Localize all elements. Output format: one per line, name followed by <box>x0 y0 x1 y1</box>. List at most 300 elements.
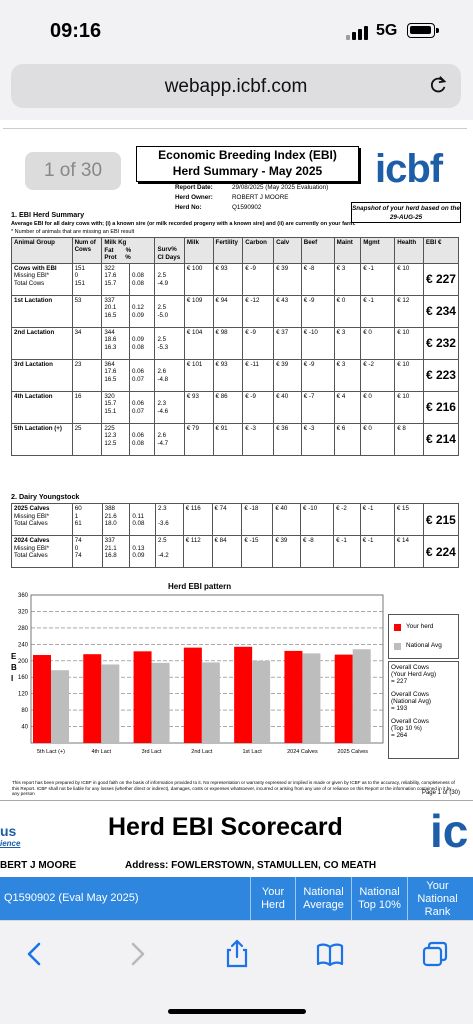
maint-cell <box>334 327 361 359</box>
health-value: € 10 <box>397 328 410 336</box>
kg-value: 16.5 <box>104 311 117 319</box>
group-cell <box>12 359 73 391</box>
pct-value <box>132 537 153 545</box>
milk-cell <box>183 504 212 536</box>
pct-value: 0.11 <box>132 512 144 520</box>
surv-value <box>158 545 181 553</box>
num-value: 53 <box>74 296 82 304</box>
group-sub2 <box>14 312 70 320</box>
bar-national-avg <box>353 649 371 743</box>
health-cell <box>395 359 424 391</box>
y-axis-label: E <box>11 652 17 661</box>
col-national-average: National Average <box>295 877 351 921</box>
surv-value: -3.6 <box>157 520 169 527</box>
header-health: Health <box>395 238 424 264</box>
num-value: 23 <box>74 360 82 368</box>
forward-icon[interactable] <box>122 939 152 969</box>
group-name: 4th Lactation <box>14 392 53 400</box>
maint-cell <box>334 536 361 568</box>
health-cell <box>394 536 423 568</box>
ebi-value: € 216 <box>425 400 456 414</box>
carbon-cell <box>242 504 273 536</box>
group-cell <box>12 295 73 327</box>
calv-cell <box>274 423 302 455</box>
health-cell <box>394 504 423 536</box>
header-milk: Milk <box>184 238 213 264</box>
legend-your-herd: Your herd <box>406 623 434 630</box>
kg-cell <box>102 504 130 536</box>
carbon-value: € -11 <box>245 360 259 368</box>
beef-value: € -10 <box>303 505 318 512</box>
ebi-value: € 227 <box>425 272 456 286</box>
maint-value: € 3 <box>336 328 346 336</box>
reload-icon[interactable] <box>427 74 449 96</box>
status-bar <box>0 0 473 60</box>
ebi-cell <box>423 327 458 359</box>
calv-value: € 39 <box>276 360 289 368</box>
maint-value: € 3 <box>336 360 346 368</box>
surv-value <box>157 393 181 401</box>
table-row <box>12 391 459 423</box>
pct-cell <box>129 359 155 391</box>
ebi-cell <box>423 423 458 455</box>
num-value: 74 <box>74 537 82 544</box>
group-sub1: Missing EBI* <box>14 512 50 520</box>
ebi-cell <box>423 391 458 423</box>
pct-cell <box>129 263 155 295</box>
group-sub1: Missing EBI* <box>14 272 50 279</box>
kg-value: 320 <box>104 392 115 400</box>
legend-swatch-national <box>394 643 401 650</box>
calv-value: € 43 <box>276 296 289 304</box>
maint-value: € 0 <box>336 296 346 304</box>
num-value: 16 <box>74 392 82 400</box>
bar-national-avg <box>101 664 119 743</box>
header-calv: Calv <box>274 238 302 264</box>
carbon-value: € -9 <box>245 328 256 336</box>
bar-your-herd <box>83 654 101 743</box>
header-pct2-label: % <box>125 254 131 261</box>
overall-summary <box>388 661 459 759</box>
y-tick-label: 40 <box>21 724 28 731</box>
summary-l5: (National Avg) <box>391 698 432 705</box>
summary-l8: (Top 10 %) <box>391 725 422 732</box>
bar-national-avg <box>302 653 320 743</box>
beef-value: € -8 <box>303 537 314 544</box>
milk-cell <box>184 391 213 423</box>
mgmt-cell <box>360 536 394 568</box>
beef-cell <box>301 327 334 359</box>
summary-l2: (Your Herd Avg) <box>391 671 437 678</box>
calv-cell <box>274 295 302 327</box>
surv-cell <box>155 391 184 423</box>
header-milk-kg-label: Milk Kg <box>104 239 127 246</box>
surv-value: 2.5 <box>157 272 167 279</box>
calv-cell <box>274 391 302 423</box>
table-row <box>12 263 459 295</box>
beef-cell <box>301 359 334 391</box>
kg-value: 388 <box>104 505 115 512</box>
milk-value: € 112 <box>185 537 201 544</box>
kg-value: 16.5 <box>104 375 117 383</box>
health-cell <box>395 295 424 327</box>
header-fat-label: Fat <box>104 246 114 254</box>
url-text[interactable]: webapp.icbf.com <box>164 76 308 97</box>
maint-value: € 4 <box>336 392 346 400</box>
surv-value: -4.2 <box>157 552 169 559</box>
num-cell <box>72 327 102 359</box>
ebi-cell <box>423 295 458 327</box>
ebi-cell <box>423 536 458 568</box>
bar-national-avg <box>252 661 270 743</box>
num-value <box>75 336 100 344</box>
mgmt-value: € -1 <box>362 537 374 544</box>
address-bar[interactable] <box>11 64 461 108</box>
kg-value: 16.8 <box>104 552 117 559</box>
y-axis-label: I <box>11 674 14 683</box>
document-viewer[interactable] <box>0 120 473 800</box>
carbon-value: € -9 <box>245 392 256 400</box>
mgmt-cell <box>361 327 395 359</box>
fertility-cell <box>213 423 243 455</box>
kg-cell <box>102 423 130 455</box>
section-youngstock: 2. Dairy Youngstock <box>11 492 80 501</box>
y-axis-label: B <box>11 663 17 672</box>
group-name: Cows with EBI <box>14 264 57 272</box>
num-value: 60 <box>74 505 82 512</box>
surv-value: -4.6 <box>157 407 169 415</box>
kg-value: 344 <box>104 328 115 336</box>
num-value: 1 <box>74 512 79 520</box>
herd-owner: ROBERT J MOORE <box>232 194 289 201</box>
ebi-cell <box>423 263 458 295</box>
pct-value: 0.13 <box>132 544 145 552</box>
carbon-cell <box>243 263 274 295</box>
health-cell <box>395 391 424 423</box>
kg-value: 15.7 <box>104 400 117 407</box>
footer-page: Page 1 of (30) <box>421 790 460 796</box>
y-tick-label: 360 <box>17 593 28 599</box>
surv-value <box>158 513 181 521</box>
beef-value: € -9 <box>303 296 315 304</box>
pct-value <box>132 505 153 513</box>
num-value: 0 <box>74 272 79 279</box>
beef-cell <box>301 295 334 327</box>
num-value <box>75 368 100 376</box>
icbf-logo: icbf <box>375 147 443 191</box>
num-cell <box>72 391 102 423</box>
kg-value: 21.1 <box>104 544 117 552</box>
x-tick-label: 3rd Lact <box>141 749 162 755</box>
group-sub1 <box>14 304 70 312</box>
scorecard-header-row <box>0 877 473 921</box>
table-row <box>12 504 459 536</box>
kg-value: 322 <box>104 264 115 272</box>
mgmt-cell <box>361 263 395 295</box>
summary-l3: = 227 <box>391 678 408 685</box>
num-value <box>75 408 100 416</box>
group-sub2: Total Cows <box>14 279 45 287</box>
beef-cell <box>301 391 334 423</box>
ebi-value: € 224 <box>425 544 456 559</box>
ebi-value: € 214 <box>425 432 456 446</box>
surv-value: 2.5 <box>157 304 167 311</box>
group-cell <box>12 391 73 423</box>
group-sub1: Missing EBI* <box>14 544 50 552</box>
surv-value <box>157 265 181 273</box>
x-tick-label: 5th Lact (+) <box>37 749 65 755</box>
network-label: 5G <box>376 22 398 39</box>
carbon-value: € -9 <box>245 264 256 272</box>
surv-value: 2.3 <box>157 505 167 512</box>
kg-value: 15.7 <box>104 279 117 287</box>
mgmt-value: € -1 <box>363 296 374 304</box>
kg-value: 17.6 <box>104 272 117 279</box>
browser-header <box>0 60 473 120</box>
herd-no: Q1590902 <box>232 204 262 211</box>
milk-value: € 93 <box>186 392 199 400</box>
bar-your-herd <box>134 651 152 743</box>
bar-your-herd <box>184 648 202 743</box>
signal-icon <box>346 26 370 40</box>
mgmt-cell <box>361 423 395 455</box>
num-value: 151 <box>74 279 85 287</box>
maint-cell <box>334 263 361 295</box>
kg-value: 337 <box>104 296 115 304</box>
pct-value: 0.08 <box>131 279 144 287</box>
surv-value: -4.8 <box>157 375 169 383</box>
disclaimer <box>12 780 460 797</box>
legend-national: National Avg <box>406 642 442 649</box>
health-value: € 8 <box>397 424 406 432</box>
milk-cell <box>184 263 213 295</box>
report-page <box>3 128 467 798</box>
maint-cell <box>334 504 361 536</box>
health-value: € 10 <box>397 264 410 272</box>
surv-value: 2.5 <box>157 537 167 544</box>
y-tick-label: 200 <box>17 658 28 665</box>
scorecard-left-logo-sub: ience <box>0 839 21 848</box>
table-row <box>12 327 459 359</box>
col-your-herd: Your Herd <box>250 877 295 921</box>
y-tick-label: 120 <box>17 691 28 698</box>
x-tick-label: 2nd Lact <box>191 749 213 755</box>
health-value: € 10 <box>397 360 410 368</box>
surv-value: -5.0 <box>157 311 169 319</box>
pct-value <box>132 265 153 273</box>
num-value: 61 <box>74 520 82 527</box>
mgmt-value: € -2 <box>363 360 374 368</box>
missing-note: * Number of animals that are missing an EBI result <box>11 229 135 235</box>
bar-national-avg <box>202 662 220 743</box>
summary-l9: = 264 <box>391 732 408 739</box>
carbon-value: € -3 <box>245 424 256 432</box>
x-tick-label: 4th Lact <box>91 749 112 755</box>
mgmt-value: € -1 <box>363 264 374 272</box>
col-national-top: National Top 10% <box>351 877 407 921</box>
milk-value: € 100 <box>186 264 203 272</box>
milk-value: € 104 <box>186 328 203 336</box>
beef-value: € -7 <box>303 392 315 400</box>
carbon-cell <box>243 359 274 391</box>
group-sub1 <box>14 336 70 344</box>
surv-value: -4.9 <box>157 279 169 287</box>
calv-value: € 37 <box>276 328 289 336</box>
milk-cell <box>184 327 213 359</box>
y-tick-label: 280 <box>17 625 28 632</box>
mgmt-value: € 0 <box>363 328 372 336</box>
pct-value <box>132 393 153 401</box>
group-sub1 <box>14 432 70 440</box>
milk-value: € 101 <box>186 360 203 368</box>
surv-value: 2.6 <box>157 368 167 375</box>
calv-cell <box>274 327 302 359</box>
summary-l4: Overall Cows <box>391 691 429 698</box>
num-cell <box>72 536 102 568</box>
fertility-value: € 86 <box>215 392 228 400</box>
header-prot-label: Prot <box>104 254 117 261</box>
kg-value: 20.1 <box>104 304 117 311</box>
summary-l6: = 193 <box>391 705 408 712</box>
calv-value: € 36 <box>276 424 289 432</box>
calv-value: € 40 <box>276 392 289 400</box>
pct-value: 0.08 <box>131 439 144 447</box>
carbon-value: € -18 <box>244 505 259 512</box>
group-sub2: Total Calves <box>14 552 48 559</box>
fertility-cell <box>213 359 243 391</box>
group-cell <box>12 423 73 455</box>
health-cell <box>395 423 424 455</box>
scorecard-title: Herd EBI Scorecard <box>108 813 343 841</box>
kg-value: 337 <box>104 537 115 544</box>
summary-l7: Overall Cows <box>391 718 429 725</box>
clock: 09:16 <box>50 20 102 42</box>
disclaimer-text: This report has been prepared by ICBF in good faith on the basis of information provided to it. No representation or warranty expressed or implied is made or given by ICBF as to the accuracy, reliability, completeness of this Report. ICBF shall not be liable for any losses (whether direct or indirect), damages, costs or expenses whatsoever, incurred or arising from any use of or reliance on this Report or the information contained in it by any person <box>12 780 455 796</box>
maint-cell <box>334 295 361 327</box>
ebi-value: € 234 <box>425 304 456 318</box>
num-value <box>75 312 100 320</box>
home-indicator <box>168 1009 306 1014</box>
surv-cell <box>155 504 183 536</box>
group-name: 3rd Lactation <box>14 360 53 368</box>
pct-cell <box>130 536 156 568</box>
group-sub2 <box>14 376 70 384</box>
kg-cell <box>102 327 130 359</box>
table-row <box>12 295 459 327</box>
maint-value: € 6 <box>336 424 346 432</box>
num-value: 34 <box>74 328 82 336</box>
table-row <box>12 536 459 568</box>
legend-swatch-your-herd <box>394 624 401 631</box>
num-cell <box>72 263 102 295</box>
carbon-cell <box>243 391 274 423</box>
x-tick-label: 1st Lact <box>242 749 262 755</box>
average-note: Average EBI for all dairy cows with; (i) a known sire (or milk recorded progeny with a known sire) and (ii) are currently on your farm. <box>11 221 356 227</box>
beef-cell <box>301 423 334 455</box>
group-cell <box>12 536 73 568</box>
fertility-cell <box>213 327 243 359</box>
battery-icon <box>407 23 435 38</box>
carbon-cell <box>243 423 274 455</box>
back-icon[interactable] <box>20 939 50 969</box>
share-icon[interactable] <box>222 939 252 969</box>
tabs-icon[interactable] <box>420 939 450 969</box>
beef-cell <box>301 536 334 568</box>
pct-value: 0.07 <box>131 375 144 383</box>
num-value <box>75 344 100 352</box>
scorecard-herd-eval: Q1590902 (Eval May 2025) <box>4 892 139 904</box>
maint-value: € -1 <box>336 537 347 544</box>
bookmarks-icon[interactable] <box>315 939 345 969</box>
surv-cell <box>155 295 184 327</box>
fertility-value: € 98 <box>215 328 228 336</box>
herd-summary-table <box>11 237 459 456</box>
ebi-value: € 223 <box>425 368 456 382</box>
health-value: € 15 <box>396 505 409 512</box>
kg-value: 15.1 <box>104 407 117 415</box>
youngstock-table <box>11 503 459 568</box>
kg-value: 364 <box>104 360 115 368</box>
calv-cell <box>274 263 302 295</box>
maint-cell <box>334 391 361 423</box>
group-name: 2024 Calves <box>14 537 50 544</box>
milk-value: € 116 <box>185 505 201 512</box>
maint-cell <box>334 423 361 455</box>
surv-value: 2.5 <box>157 336 167 343</box>
pct-value: 0.06 <box>131 368 144 375</box>
pct-value: 0.12 <box>131 304 144 311</box>
beef-value: € -3 <box>303 424 315 432</box>
scorecard-owner: BERT J MOORE <box>0 860 77 871</box>
surv-value <box>157 425 181 433</box>
ebi-cell <box>423 359 458 391</box>
header-num: Num of Cows <box>72 238 102 264</box>
carbon-cell <box>243 295 274 327</box>
mgmt-cell <box>361 295 395 327</box>
calv-cell <box>273 504 301 536</box>
header-maint: Maint <box>334 238 361 264</box>
num-value: 74 <box>74 552 82 559</box>
mgmt-value: € 0 <box>363 424 372 432</box>
calv-value: € 39 <box>276 264 289 272</box>
ebi-value: € 215 <box>425 512 456 527</box>
section-herd-summary: 1. EBI Herd Summary <box>11 210 85 219</box>
summary-l1: Overall Cows <box>391 664 429 671</box>
beef-cell <box>301 263 334 295</box>
fertility-value: € 93 <box>215 264 228 272</box>
pct-value <box>132 425 153 433</box>
maint-cell <box>334 359 361 391</box>
mgmt-cell <box>361 359 395 391</box>
kg-value: 17.6 <box>104 368 117 375</box>
carbon-cell <box>242 536 273 568</box>
kg-cell <box>102 536 130 568</box>
pct-value <box>132 297 153 305</box>
surv-cell <box>155 327 184 359</box>
health-cell <box>395 263 424 295</box>
kg-value: 12.3 <box>104 432 117 439</box>
group-sub2 <box>14 344 70 352</box>
pct-value <box>132 361 153 369</box>
group-cell <box>12 327 73 359</box>
bar-your-herd <box>33 655 51 743</box>
calv-cell <box>273 536 301 568</box>
beef-value: € -9 <box>303 360 315 368</box>
surv-value: -4.7 <box>157 439 169 447</box>
kg-value: 16.3 <box>104 343 117 351</box>
report-date-label: Report Date: <box>175 184 213 191</box>
group-sub2: Total Calves <box>14 520 48 527</box>
